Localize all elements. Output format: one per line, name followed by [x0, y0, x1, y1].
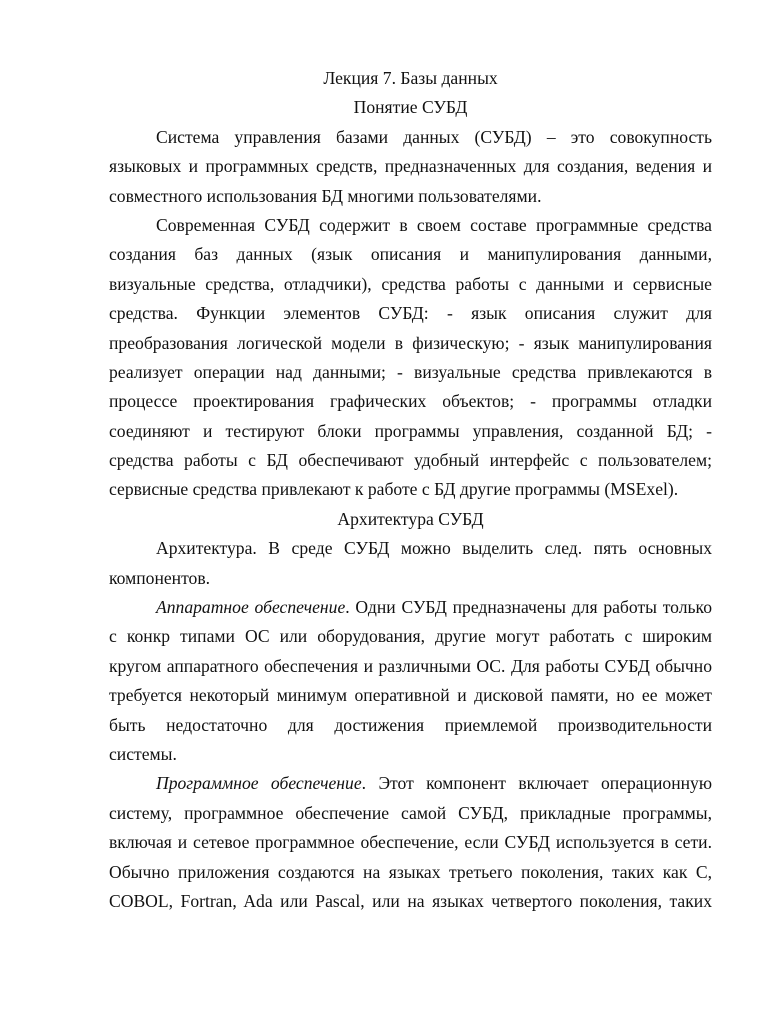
text-line: средства работы с БД обеспечивают удобный интерфейс с пользователем;	[109, 450, 712, 471]
document-body	[109, 64, 712, 916]
text-line: систему, программное обеспечение самой СУБД, прикладные программы,	[109, 802, 712, 823]
text-line: Архитектура. В среде СУБД можно выделить след. пять основных	[156, 538, 712, 559]
text-line: включая и сетевое программное обеспечение, если СУБД используется в сети.	[109, 832, 712, 853]
text-line: процессе проектирования графических объектов; - программы отладки	[109, 391, 712, 412]
text-line: Система управления базами данных (СУБД) – это совокупность	[156, 126, 712, 147]
text-line: визуальные средства, отладчики), средства работы с данными и сервисные	[109, 273, 712, 294]
text-line: языковых и программных средств, предназначенных для создания, ведения и	[109, 156, 712, 177]
section-heading-dbms-architecture: Архитектура СУБД	[337, 508, 484, 529]
text-line	[109, 593, 712, 622]
text-run: . Одни СУБД предназначены для работы только	[345, 597, 712, 618]
text-line: быть недостаточно для достижения приемлемой производительности	[109, 714, 712, 735]
document-title: Лекция 7. Базы данных	[323, 68, 498, 88]
text-line: Современная СУБД содержит в своем составе программные средства	[156, 214, 712, 235]
paragraph-dbms-definition	[109, 123, 712, 211]
paragraph-hardware	[109, 593, 712, 769]
text-line: совместного использования БД многими пользователями.	[109, 185, 542, 206]
text-line: кругом аппаратного обеспечения и различными ОС. Для работы СУБД обычно	[109, 655, 712, 676]
text-line: преобразования логической модели в физическую; - язык манипулирования	[109, 332, 712, 353]
text-line: системы.	[109, 743, 177, 764]
text-line: создания баз данных (язык описания и манипулирования данными,	[109, 244, 712, 265]
paragraph-architecture-intro	[109, 534, 712, 593]
text-line: требуется некоторый минимум оперативной и дисковой памяти, но ее может	[109, 685, 712, 706]
text-line: соединяют и тестируют блоки программы управления, созданной БД; -	[109, 420, 712, 441]
section-heading-dbms-concept: Понятие СУБД	[353, 97, 468, 118]
text-line: компонентов.	[109, 567, 211, 588]
text-run: . Этот компонент включает операционную	[361, 773, 713, 794]
text-line: средства. Функции элементов СУБД: - язык описания служит для	[109, 303, 712, 324]
text-line: реализует операции над данными; - визуальные средства привлекаются в	[109, 361, 712, 382]
term-hardware: Аппаратное обеспечение	[156, 597, 346, 618]
text-line: с конкр типами ОС или оборудования, другие могут работать с широким	[109, 626, 712, 647]
text-line: COBOL, Fortran, Ada или Pascal, или на языках четвертого поколения, таких	[109, 890, 712, 911]
paragraph-dbms-components	[109, 211, 712, 505]
text-line	[109, 769, 712, 798]
text-line: сервисные средства привлекают к работе с БД другие программы (MSExel).	[109, 479, 679, 500]
text-line: Обычно приложения создаются на языках третьего поколения, таких как С,	[109, 861, 712, 882]
term-software: Программное обеспечение	[156, 773, 362, 794]
paragraph-software	[109, 769, 712, 916]
